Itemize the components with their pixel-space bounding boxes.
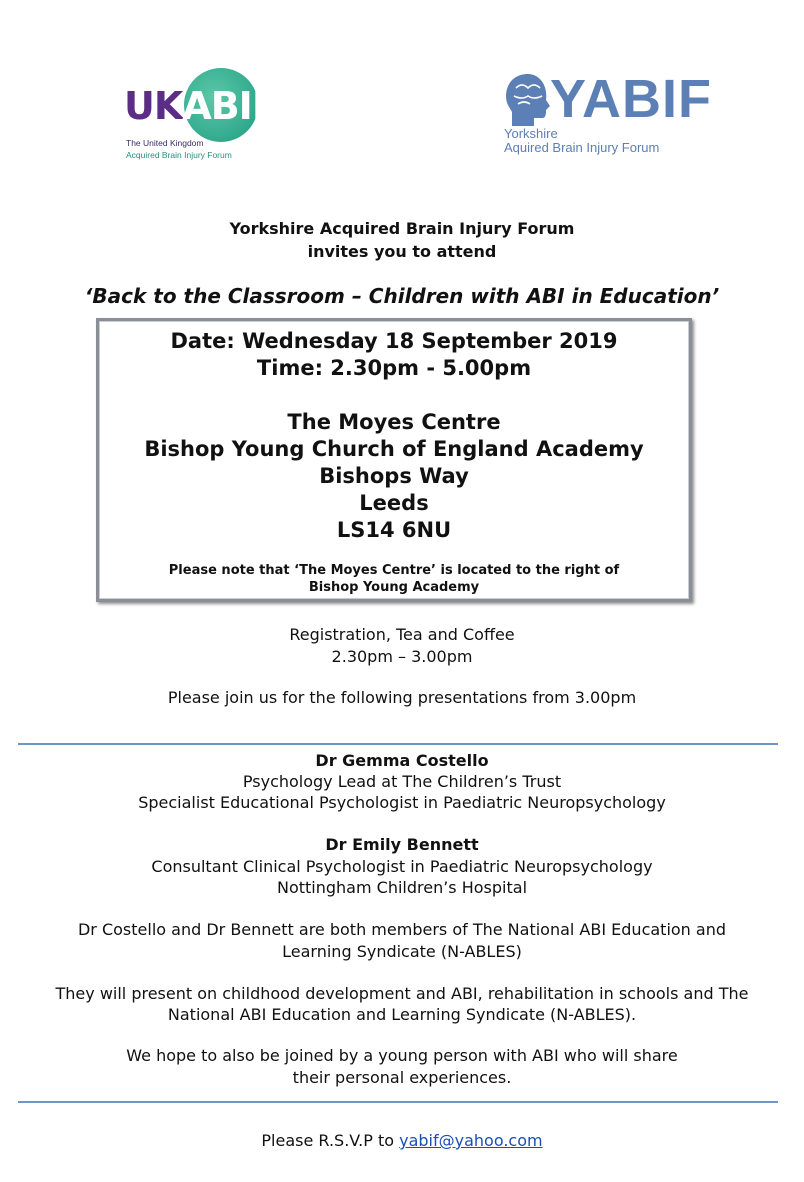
venue-school: Bishop Young Church of England Academy (144, 437, 644, 461)
event-date: Date: Wednesday 18 September 2019 (170, 329, 618, 353)
venue-street: Bishops Way (319, 464, 469, 488)
yabif-subtitle-2: Aquired Brain Injury Forum (504, 140, 660, 155)
body-paragraph-1a: Dr Costello and Dr Bennett are both members of The National ABI Education and (77, 920, 726, 939)
ukabif-subtitle-1: The United Kingdom (126, 138, 204, 148)
registration-time: 2.30pm – 3.00pm (331, 647, 473, 666)
ukabif-logo (118, 66, 277, 166)
speaker-1-role-2: Specialist Educational Psychologist in Paediatric Neuropsychology (138, 793, 666, 812)
forum-name: Yorkshire Acquired Brain Injury Forum (229, 219, 575, 238)
ukabif-wordmark: UKABIF (124, 84, 277, 128)
body-paragraph-3a: We hope to also be joined by a young person with ABI who will share (126, 1046, 678, 1065)
speaker-1-name: Dr Gemma Costello (315, 751, 489, 770)
event-title: ‘Back to the Classroom – Children with ABI in Education’ (84, 284, 720, 308)
venue-name: The Moyes Centre (287, 410, 501, 434)
venue-note-2: Bishop Young Academy (308, 580, 480, 595)
venue-postcode: LS14 6NU (336, 518, 452, 542)
yabif-logo (500, 66, 713, 166)
brain-head-icon (502, 72, 554, 128)
body-paragraph-2b: National ABI Education and Learning Syndicate (N-ABLES). (167, 1005, 637, 1024)
venue-note-1: Please note that ‘The Moyes Centre’ is located to the right of (168, 563, 620, 578)
rsvp-email-link[interactable]: yabif@yahoo.com (399, 1131, 543, 1150)
speaker-2-role-2: Nottingham Children’s Hospital (276, 878, 528, 897)
divider-bottom (18, 1101, 778, 1103)
rsvp-prefix: Please R.S.V.P to (261, 1131, 400, 1150)
event-time: Time: 2.30pm - 5.00pm (256, 356, 532, 380)
speaker-2-role-1: Consultant Clinical Psychologist in Paediatric Neuropsychology (151, 857, 653, 876)
divider-top (18, 743, 778, 745)
invite-line: invites you to attend (307, 242, 497, 261)
event-details-box (96, 318, 692, 602)
yabif-subtitle-1: Yorkshire (504, 126, 558, 141)
registration-label: Registration, Tea and Coffee (289, 625, 515, 644)
speaker-1-role-1: Psychology Lead at The Children’s Trust (242, 772, 562, 791)
presentations-intro: Please join us for the following presentations from 3.00pm (167, 688, 637, 707)
body-paragraph-3b: their personal experiences. (292, 1068, 512, 1087)
body-paragraph-2a: They will present on childhood development and ABI, rehabilitation in schools and The (55, 984, 749, 1003)
yabif-wordmark: YABIF (550, 69, 713, 129)
rsvp-line (0, 1131, 804, 1150)
venue-city: Leeds (359, 491, 429, 515)
speaker-2-name: Dr Emily Bennett (325, 835, 479, 854)
ukabif-subtitle-2: Acquired Brain Injury Forum (126, 150, 232, 160)
body-paragraph-1b: Learning Syndicate (N-ABLES) (282, 942, 522, 961)
